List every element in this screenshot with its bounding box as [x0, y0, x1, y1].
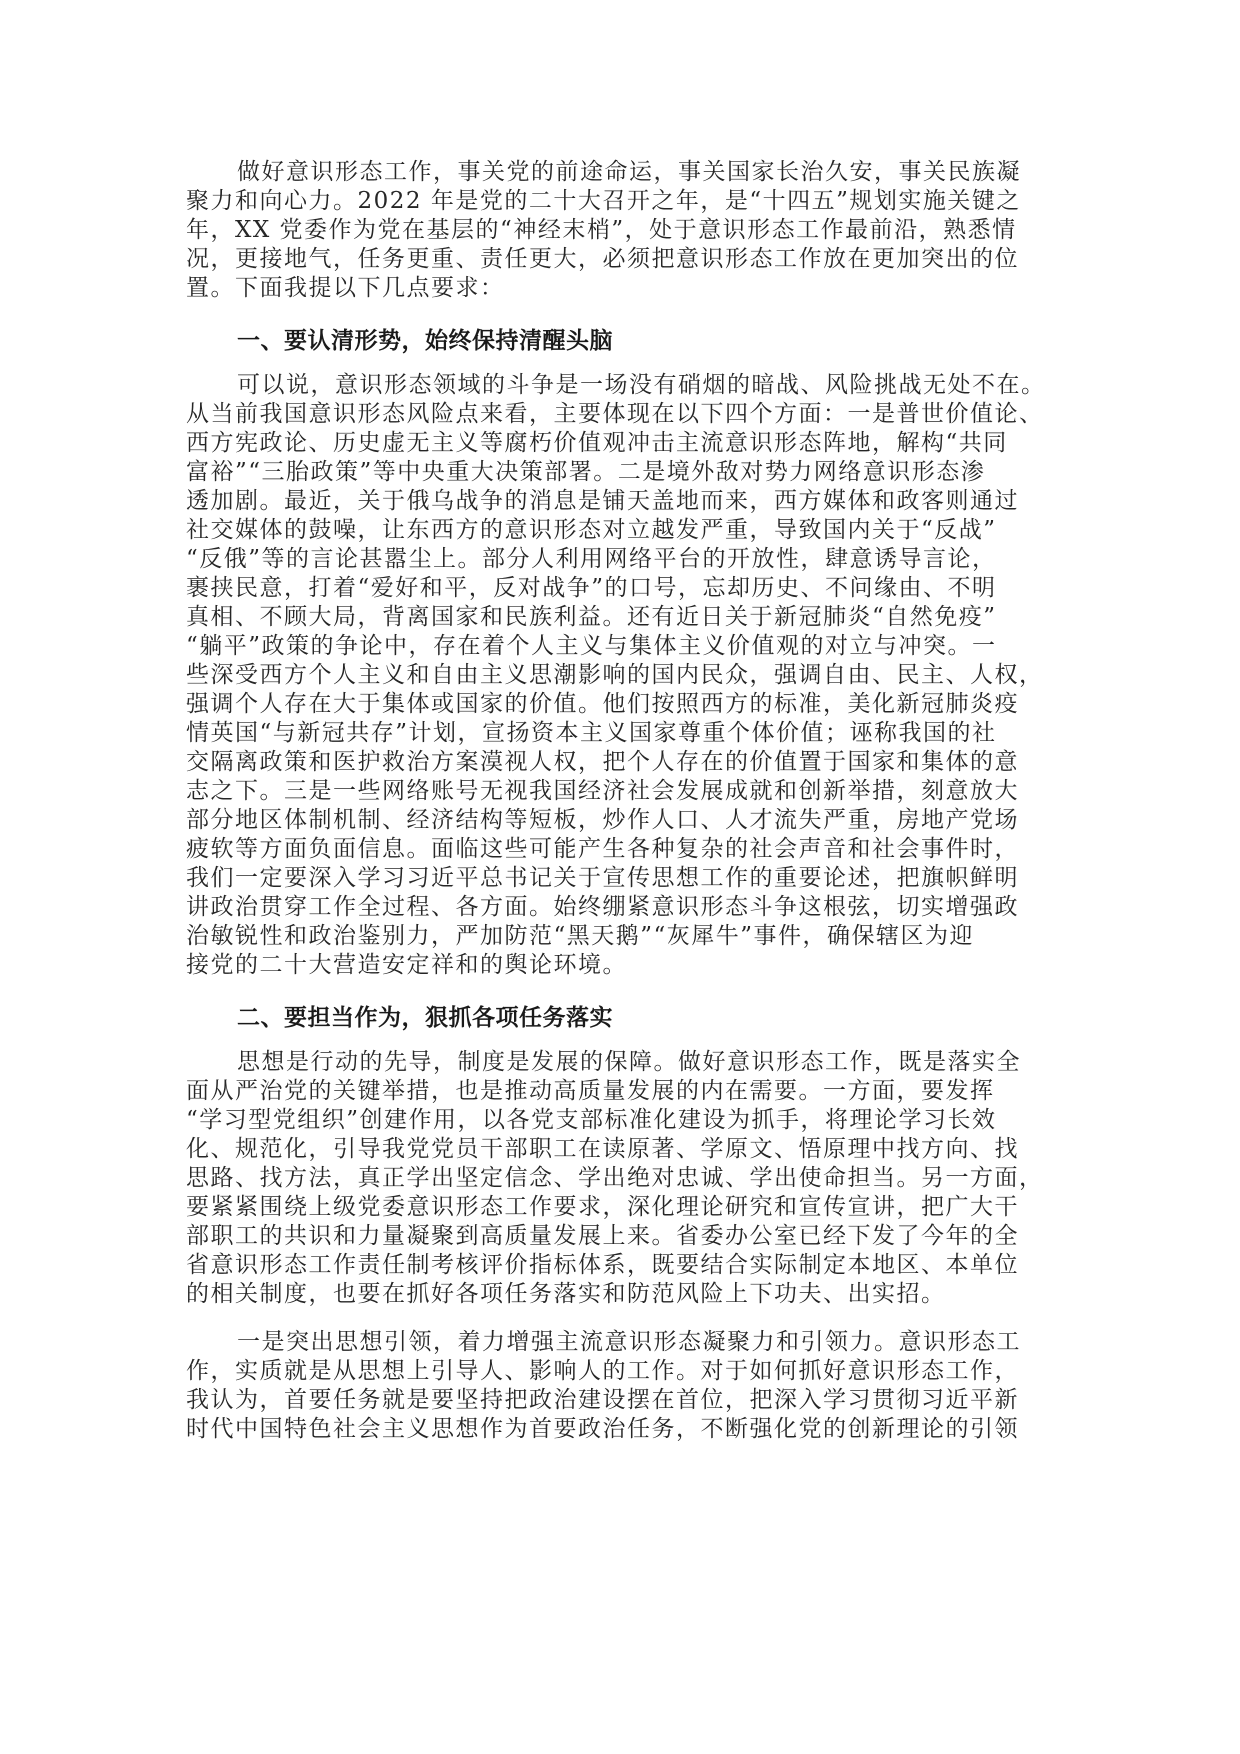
- text-line: 思想是行动的先导，制度是发展的保障。做好意识形态工作，既是落实全: [237, 1049, 1021, 1075]
- text-line: 真相、不顾大局，背离国家和民族利益。还有近日关于新冠肺炎“自然免疫”: [186, 604, 997, 630]
- text-line: 面从严治党的关键举措，也是推动高质量发展的内在需要。一方面，要发挥: [186, 1078, 995, 1104]
- text-line: 接党的二十大营造安定祥和的舆论环境。: [186, 952, 627, 978]
- text-line: 交隔离政策和医护救治方案漠视人权，把个人存在的价值置于国家和集体的意: [186, 749, 1019, 775]
- text-line: 从当前我国意识形态风险点来看，主要体现在以下四个方面：一是普世价值论、: [186, 401, 1044, 427]
- section-heading-1: 一、要认清形势，始终保持清醒头脑: [237, 328, 613, 354]
- text-line: 讲政治贯穿工作全过程、各方面。始终绷紧意识形态斗争这根弦，切实增强政: [186, 894, 1019, 920]
- text-line: 聚力和向心力。2022 年是党的二十大召开之年，是“十四五”规划实施关键之: [186, 188, 1021, 214]
- text-line: 透加剧。最近，关于俄乌战争的消息是铺天盖地而来，西方媒体和政客则通过: [186, 488, 1019, 514]
- text-line: 强调个人存在大于集体或国家的价值。他们按照西方的标准，美化新冠肺炎疫: [186, 691, 1019, 717]
- text-line: 富裕”“三胎政策”等中央重大决策部署。二是境外敌对势力网络意识形态渗: [186, 459, 986, 485]
- text-line: 做好意识形态工作，事关党的前途命运，事关国家长治久安，事关民族凝: [237, 159, 1021, 185]
- text-line: 部职工的共识和力量凝聚到高质量发展上来。省委办公室已经下发了今年的全: [186, 1223, 1019, 1249]
- text-line: 我认为，首要任务就是要坚持把政治建设摆在首位，把深入学习贯彻习近平新: [186, 1387, 1019, 1413]
- text-line: 部分地区体制机制、经济结构等短板，炒作人口、人才流失严重，房地产党场: [186, 807, 1019, 833]
- text-line: 疲软等方面负面信息。面临这些可能产生各种复杂的社会声音和社会事件时，: [186, 836, 1019, 862]
- text-line: 省意识形态工作责任制考核评价指标体系，既要结合实际制定本地区、本单位: [186, 1252, 1019, 1278]
- text-line: 年，XX 党委作为党在基层的“神经末梢”，处于意识形态工作最前沿，熟悉情: [186, 217, 1017, 243]
- text-line: 可以说，意识形态领域的斗争是一场没有硝烟的暗战、风险挑战无处不在。: [237, 372, 1046, 398]
- text-line: 裹挟民意，打着“爱好和平，反对战争”的口号，忘却历史、不问缘由、不明: [186, 575, 997, 601]
- text-line: 思路、找方法，真正学出坚定信念、学出绝对忠诚、学出使命担当。另一方面，: [186, 1165, 1044, 1191]
- text-line: 置。下面我提以下几点要求：: [186, 275, 505, 301]
- text-line: 社交媒体的鼓噪，让东西方的意识形态对立越发严重，导致国内关于“反战”: [186, 517, 997, 543]
- text-line: 情英国“与新冠共存”计划，宣扬资本主义国家尊重个体价值；诬称我国的社: [186, 720, 997, 746]
- section-heading-2: 二、要担当作为，狠抓各项任务落实: [237, 1005, 613, 1031]
- text-line: “反俄”等的言论甚嚣尘上。部分人利用网络平台的开放性，肆意诱导言论，: [186, 546, 997, 572]
- text-line: 治敏锐性和政治鉴别力，严加防范“黑天鹅”“灰犀牛”事件，确保辖区为迎: [186, 923, 975, 949]
- text-line: 要紧紧围绕上级党委意识形态工作要求，深化理论研究和宣传宣讲，把广大干: [186, 1194, 1019, 1220]
- text-line: “躺平”政策的争论中，存在着个人主义与集体主义价值观的对立与冲突。一: [186, 633, 997, 659]
- text-line: 况，更接地气，任务更重、责任更大，必须把意识形态工作放在更加突出的位: [186, 246, 1019, 272]
- text-line: 作，实质就是从思想上引导人、影响人的工作。对于如何抓好意识形态工作，: [186, 1358, 1019, 1384]
- text-line: 志之下。三是一些网络账号无视我国经济社会发展成就和创新举措，刻意放大: [186, 778, 1019, 804]
- text-line: 西方宪政论、历史虚无主义等腐朽价值观冲击主流意识形态阵地，解构“共同: [186, 430, 1008, 456]
- text-line: “学习型党组织”创建作用，以各党支部标准化建设为抓手，将理论学习长效: [186, 1107, 997, 1133]
- text-line: 些深受西方个人主义和自由主义思潮影响的国内民众，强调自由、民主、人权，: [186, 662, 1044, 688]
- text-line: 化、规范化，引导我党党员干部职工在读原著、学原文、悟原理中找方向、找: [186, 1136, 1019, 1162]
- text-line: 一是突出思想引领，着力增强主流意识形态凝聚力和引领力。意识形态工: [237, 1329, 1021, 1355]
- text-line: 时代中国特色社会主义思想作为首要政治任务，不断强化党的创新理论的引领: [186, 1416, 1019, 1442]
- text-line: 的相关制度，也要在抓好各项任务落实和防范风险上下功夫、出实招。: [186, 1281, 946, 1307]
- text-line: 我们一定要深入学习习近平总书记关于宣传思想工作的重要论述，把旗帜鲜明: [186, 865, 1019, 891]
